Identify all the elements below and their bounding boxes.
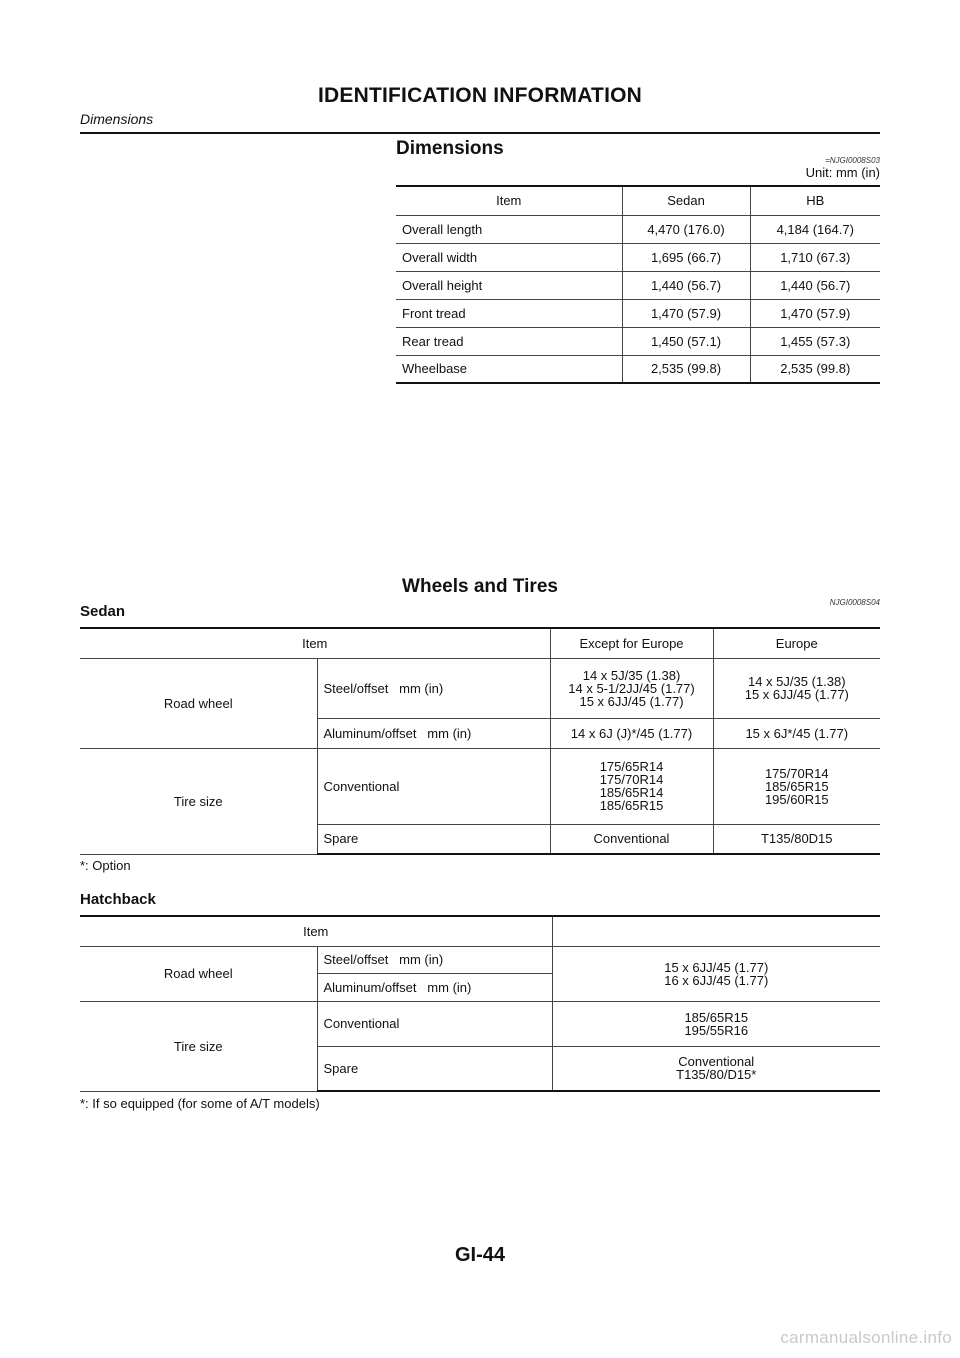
tire-size-label: Tire size [80,1001,317,1091]
table-row [80,946,880,973]
page-number: GI-44 [454,1244,506,1266]
hb-value: 1,470 (57.9) [750,299,880,327]
spare-label: Spare [317,1046,552,1091]
spare-except-europe-value: Conventional [550,824,713,854]
steel-offset-label: Steel/offset mm (in) [317,946,552,973]
dimensions-title: Dimensions [396,138,504,159]
road-wheel-label: Road wheel [80,658,317,748]
dimensions-unit: Unit: mm (in) [805,165,880,180]
steel-except-europe-value: 14 x 5J/35 (1.38) 14 x 5-1/2JJ/45 (1.77) 15 x 6JJ/45 (1.77) [550,658,713,718]
table-row [396,355,880,383]
watermark: carmanualsonline.info [780,1328,952,1347]
table-row [80,1001,880,1046]
header-rule [80,132,880,134]
table-header-row [80,628,880,658]
aluminum-europe-value: 15 x 6J*/45 (1.77) [713,718,880,748]
conventional-values: 185/65R15 195/55R16 [552,1001,880,1046]
row-label: Overall width [396,243,622,271]
spare-label: Spare [317,824,550,854]
sedan-value: 2,535 (99.8) [622,355,750,383]
section-header-subtitle: Dimensions [80,111,154,127]
column-header-europe: Europe [713,628,880,658]
table-header-row [80,916,880,946]
sedan-wheels-table [80,627,880,855]
table-row [396,327,880,355]
column-header-item: Item [80,628,550,658]
column-header-item: Item [396,186,622,215]
sedan-value: 1,695 (66.7) [622,243,750,271]
row-label: Front tread [396,299,622,327]
row-label: Wheelbase [396,355,622,383]
steel-offset-label: Steel/offset mm (in) [317,658,550,718]
aluminum-offset-label: Aluminum/offset mm (in) [317,973,552,1001]
hb-value: 2,535 (99.8) [750,355,880,383]
table-header-row [396,186,880,215]
wheels-tires-reference-code: NJGI0008S04 [829,598,880,607]
wheel-values: 15 x 6JJ/45 (1.77) 16 x 6JJ/45 (1.77) [552,946,880,1001]
table-row [396,271,880,299]
conventional-label: Conventional [317,748,550,824]
table-row [80,658,880,718]
sedan-value: 4,470 (176.0) [622,215,750,243]
conventional-except-europe-value: 175/65R14 175/70R14 185/65R14 185/65R15 [550,748,713,824]
conventional-label: Conventional [317,1001,552,1046]
column-header-item: Item [80,916,552,946]
tire-size-label: Tire size [80,748,317,854]
column-header-values [552,916,880,946]
sedan-value: 1,450 (57.1) [622,327,750,355]
sedan-subheading: Sedan [80,603,126,620]
row-label: Overall length [396,215,622,243]
steel-europe-value: 14 x 5J/35 (1.38) 15 x 6JJ/45 (1.77) [713,658,880,718]
sedan-value: 1,440 (56.7) [622,271,750,299]
sedan-value: 1,470 (57.9) [622,299,750,327]
table-row [80,748,880,824]
row-label: Overall height [396,271,622,299]
table-row [396,243,880,271]
table-row [396,215,880,243]
wheels-tires-title: Wheels and Tires [402,576,558,597]
hatchback-wheels-table [80,915,880,1092]
column-header-except-europe: Except for Europe [550,628,713,658]
aluminum-except-europe-value: 14 x 6J (J)*/45 (1.77) [550,718,713,748]
spare-europe-value: T135/80D15 [713,824,880,854]
table-row [396,299,880,327]
hb-value: 4,184 (164.7) [750,215,880,243]
hb-value: 1,455 (57.3) [750,327,880,355]
spare-values: Conventional T135/80/D15* [552,1046,880,1091]
hb-value: 1,440 (56.7) [750,271,880,299]
column-header-hb: HB [750,186,880,215]
aluminum-offset-label: Aluminum/offset mm (in) [317,718,550,748]
road-wheel-label: Road wheel [80,946,317,1001]
column-header-sedan: Sedan [622,186,750,215]
hatchback-footnote: *: If so equipped (for some of A/T models) [80,1096,320,1111]
hb-value: 1,710 (67.3) [750,243,880,271]
row-label: Rear tread [396,327,622,355]
dimensions-reference-code: =NJGI0008S03 [825,156,880,165]
hatchback-subheading: Hatchback [80,891,156,908]
conventional-europe-value: 175/70R14 185/65R15 195/60R15 [713,748,880,824]
section-header-title: IDENTIFICATION INFORMATION [317,84,643,107]
dimensions-table [396,185,880,384]
sedan-footnote: *: Option [80,858,131,873]
